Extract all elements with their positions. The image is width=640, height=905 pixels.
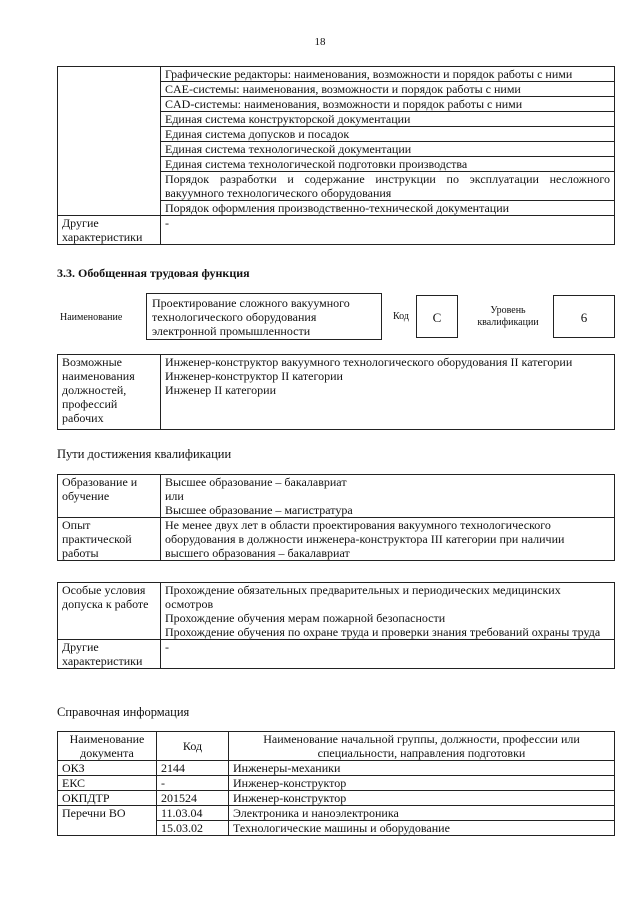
ref-code: 2144 — [157, 761, 229, 776]
knowledge-item: Единая система технологической подготовки производства — [161, 157, 615, 172]
code-box — [416, 295, 458, 338]
ref-code: 201524 — [157, 791, 229, 806]
reference-heading: Справочная информация — [57, 705, 190, 719]
position-item: Инженер-конструктор вакуумного технологического оборудования II категории — [165, 355, 573, 369]
level-label: Уровень квалификации — [477, 305, 539, 328]
table-row — [58, 806, 615, 821]
name-label: Наименование — [60, 312, 123, 323]
table-row — [58, 475, 615, 518]
ref-doc: Перечни ВО — [58, 806, 157, 836]
knowledge-item: Единая система допусков и посадок — [161, 127, 615, 142]
experience-label: Опыт практической работы — [58, 518, 161, 561]
knowledge-label-cell — [58, 67, 161, 216]
education-line: или — [165, 489, 184, 503]
ref-name: Инженер-конструктор — [229, 776, 615, 791]
knowledge-item: CAE-системы: наименования, возможности и порядок работы с ними — [161, 82, 615, 97]
level-box — [553, 295, 615, 338]
ref-name: Электроника и наноэлектроника — [229, 806, 615, 821]
education-line: Высшее образование – бакалавриат — [165, 475, 347, 489]
position-item: Инженер II категории — [165, 383, 276, 397]
conditions-table — [57, 582, 615, 669]
ref-doc: ОКЗ — [58, 761, 157, 776]
table-row — [58, 518, 615, 561]
header-code: Код — [157, 732, 229, 761]
ref-doc: ЕКС — [58, 776, 157, 791]
table-row — [58, 583, 615, 640]
table-row — [58, 791, 615, 806]
table-row — [58, 216, 615, 245]
paths-heading: Пути достижения квалификации — [57, 447, 232, 461]
condition-item: Прохождение обучения по охране труда и проверки знания требований охраны труда — [165, 625, 601, 639]
other-characteristics-value: - — [161, 216, 615, 245]
table-row — [58, 776, 615, 791]
ref-code: 15.03.02 — [157, 821, 229, 836]
other-characteristics-label: Другие характеристики — [58, 216, 161, 245]
ref-doc: ОКПДТР — [58, 791, 157, 806]
ref-name: Инженер-конструктор — [229, 791, 615, 806]
conditions-list — [161, 583, 615, 640]
condition-item: Прохождение обучения мерам пожарной безопасности — [165, 611, 446, 625]
conditions-label: Особые условия допуска к работе — [58, 583, 161, 640]
table-row — [58, 761, 615, 776]
other-characteristics-value: - — [161, 640, 615, 669]
education-values — [161, 475, 615, 518]
knowledge-table — [57, 66, 615, 245]
ref-code: - — [157, 776, 229, 791]
code-label: Код — [393, 311, 409, 322]
reference-table — [57, 731, 615, 836]
other-characteristics-label: Другие характеристики — [58, 640, 161, 669]
function-name-box — [146, 293, 382, 340]
knowledge-item: Графические редакторы: наименования, возможности и порядок работы с ними — [161, 67, 615, 82]
table-row — [58, 67, 615, 82]
table-row — [58, 640, 615, 669]
table-row — [58, 355, 615, 430]
function-name-value: Проектирование сложного вакуумного технологического оборудования электронной промышленности — [152, 296, 350, 338]
ref-code: 11.03.04 — [157, 806, 229, 821]
position-item: Инженер-конструктор II категории — [165, 369, 343, 383]
knowledge-item: CAD-системы: наименования, возможности и порядок работы с ними — [161, 97, 615, 112]
knowledge-item: Порядок разработки и содержание инструкции по эксплуатации несложного вакуумного технологического оборудования — [161, 172, 615, 201]
header-doc: Наименование документа — [58, 732, 157, 761]
education-table — [57, 474, 615, 561]
positions-list — [161, 355, 615, 430]
code-value: C — [432, 310, 442, 325]
education-line: Высшее образование – магистратура — [165, 503, 353, 517]
ref-name: Технологические машины и оборудование — [229, 821, 615, 836]
table-header-row — [58, 732, 615, 761]
experience-value: Не менее двух лет в области проектирования вакуумного технологического оборудования в должности инженера-конструктора III категории при наличии высшего образования – бакалавриат — [161, 518, 615, 561]
positions-table — [57, 354, 615, 430]
positions-label: Возможные наименования должностей, профессий рабочих — [58, 355, 161, 430]
level-value: 6 — [580, 310, 588, 325]
knowledge-item: Единая система конструкторской документации — [161, 112, 615, 127]
condition-item: Прохождение обязательных предварительных и периодических медицинских осмотров — [165, 583, 561, 611]
knowledge-item: Единая система технологической документации — [161, 142, 615, 157]
ref-name: Инженеры-механики — [229, 761, 615, 776]
knowledge-item: Порядок оформления производственно-технической документации — [161, 201, 615, 216]
education-label: Образование и обучение — [58, 475, 161, 518]
page-number: 18 — [314, 36, 326, 48]
section-title: 3.3. Обобщенная трудовая функция — [57, 266, 250, 280]
header-name: Наименование начальной группы, должности, профессии или специальности, направления подготовки — [229, 732, 615, 761]
